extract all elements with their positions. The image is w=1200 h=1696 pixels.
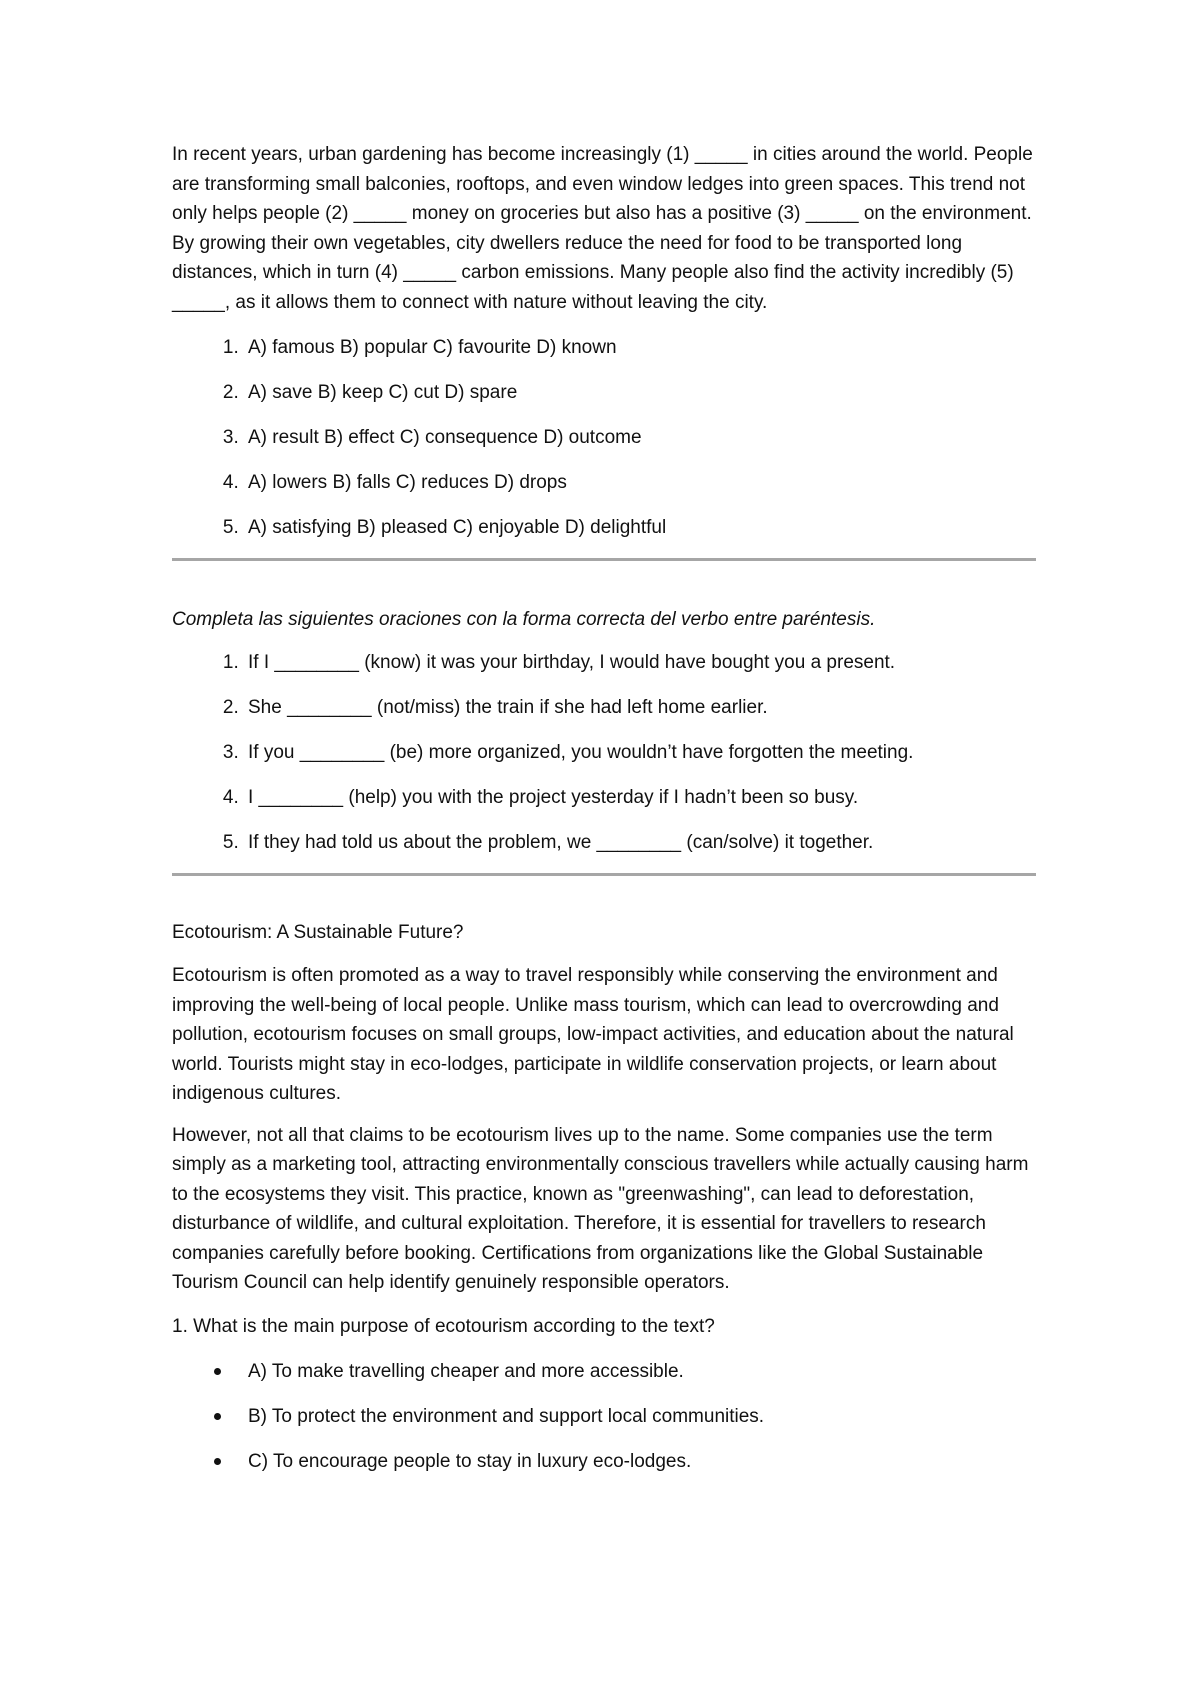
list-item xyxy=(244,1447,1036,1476)
list-item: 5. If they had told us about the problem, we ________ (can/solve) it together. xyxy=(244,828,1036,857)
comprehension-question: 1. What is the main purpose of ecotourism according to the text? xyxy=(172,1315,715,1337)
cloze-options-list xyxy=(172,333,1036,542)
option-text: B) To protect the environment and support local communities. xyxy=(248,1405,765,1427)
list-item: 2. She ________ (not/miss) the train if she had left home earlier. xyxy=(244,693,1036,722)
list-item: 1. A) famous B) popular C) favourite D) known xyxy=(244,333,1036,362)
list-item: 3. If you ________ (be) more organized, you wouldn’t have forgotten the meeting. xyxy=(244,738,1036,767)
list-item: 5. A) satisfying B) pleased C) enjoyable D) delightful xyxy=(244,513,1036,542)
section-divider xyxy=(172,873,1036,876)
list-item xyxy=(244,1402,1036,1431)
reading-title: Ecotourism: A Sustainable Future? xyxy=(172,922,464,943)
bullet-icon xyxy=(214,1368,221,1375)
cloze-passage: In recent years, urban gardening has become increasingly (1) _____ in cities around the world. People are transforming small balconies, rooftops, and even window ledges into green spaces. This trend not only helps people (2) _____ money on groceries but also has a positive (3) _____ on the environment. By growing their own vegetables, city dwellers reduce the need for food to be transported long distances, which in turn (4) _____ carbon emissions. Many people also find the activity incredibly (5) _____, as it allows them to connect with nature without leaving the city. xyxy=(172,144,1033,313)
bullet-icon xyxy=(214,1413,221,1420)
list-item: 4. A) lowers B) falls C) reduces D) drops xyxy=(244,468,1036,497)
list-item: 2. A) save B) keep C) cut D) spare xyxy=(244,378,1036,407)
option-text: A) To make travelling cheaper and more accessible. xyxy=(248,1360,684,1382)
bullet-icon xyxy=(214,1458,221,1465)
option-text: C) To encourage people to stay in luxury eco-lodges. xyxy=(248,1450,692,1472)
list-item: 1. If I ________ (know) it was your birthday, I would have bought you a present. xyxy=(244,648,1036,677)
reading-paragraph-2: However, not all that claims to be ecotourism lives up to the name. Some companies use the term simply as a marketing tool, attracting environmentally conscious travellers while actually causing harm to the ecosystems they visit. This practice, known as "greenwashing", can lead to deforestation, disturbance of wildlife, and cultural exploitation. Therefore, it is essential for travellers to research companies carefully before booking. Certifications from organizations like the Global Sustainable Tourism Council can help identify genuinely responsible operators. xyxy=(172,1124,1029,1293)
verb-sentences-list xyxy=(172,648,1036,857)
exercise-instruction: Completa las siguientes oraciones con la forma correcta del verbo entre paréntesis. xyxy=(172,609,876,630)
list-item: 3. A) result B) effect C) consequence D) outcome xyxy=(244,423,1036,452)
section-divider xyxy=(172,558,1036,561)
reading-paragraph-1: Ecotourism is often promoted as a way to travel responsibly while conserving the environment and improving the well-being of local people. Unlike mass tourism, which can lead to overcrowding and pollution, ecotourism focuses on small groups, low-impact activities, and education about the natural world. Tourists might stay in eco-lodges, participate in wildlife conservation projects, or learn about indigenous cultures. xyxy=(172,965,1014,1104)
list-item: 4. I ________ (help) you with the project yesterday if I hadn’t been so busy. xyxy=(244,783,1036,812)
answer-options-list xyxy=(172,1357,1036,1476)
list-item xyxy=(244,1357,1036,1386)
